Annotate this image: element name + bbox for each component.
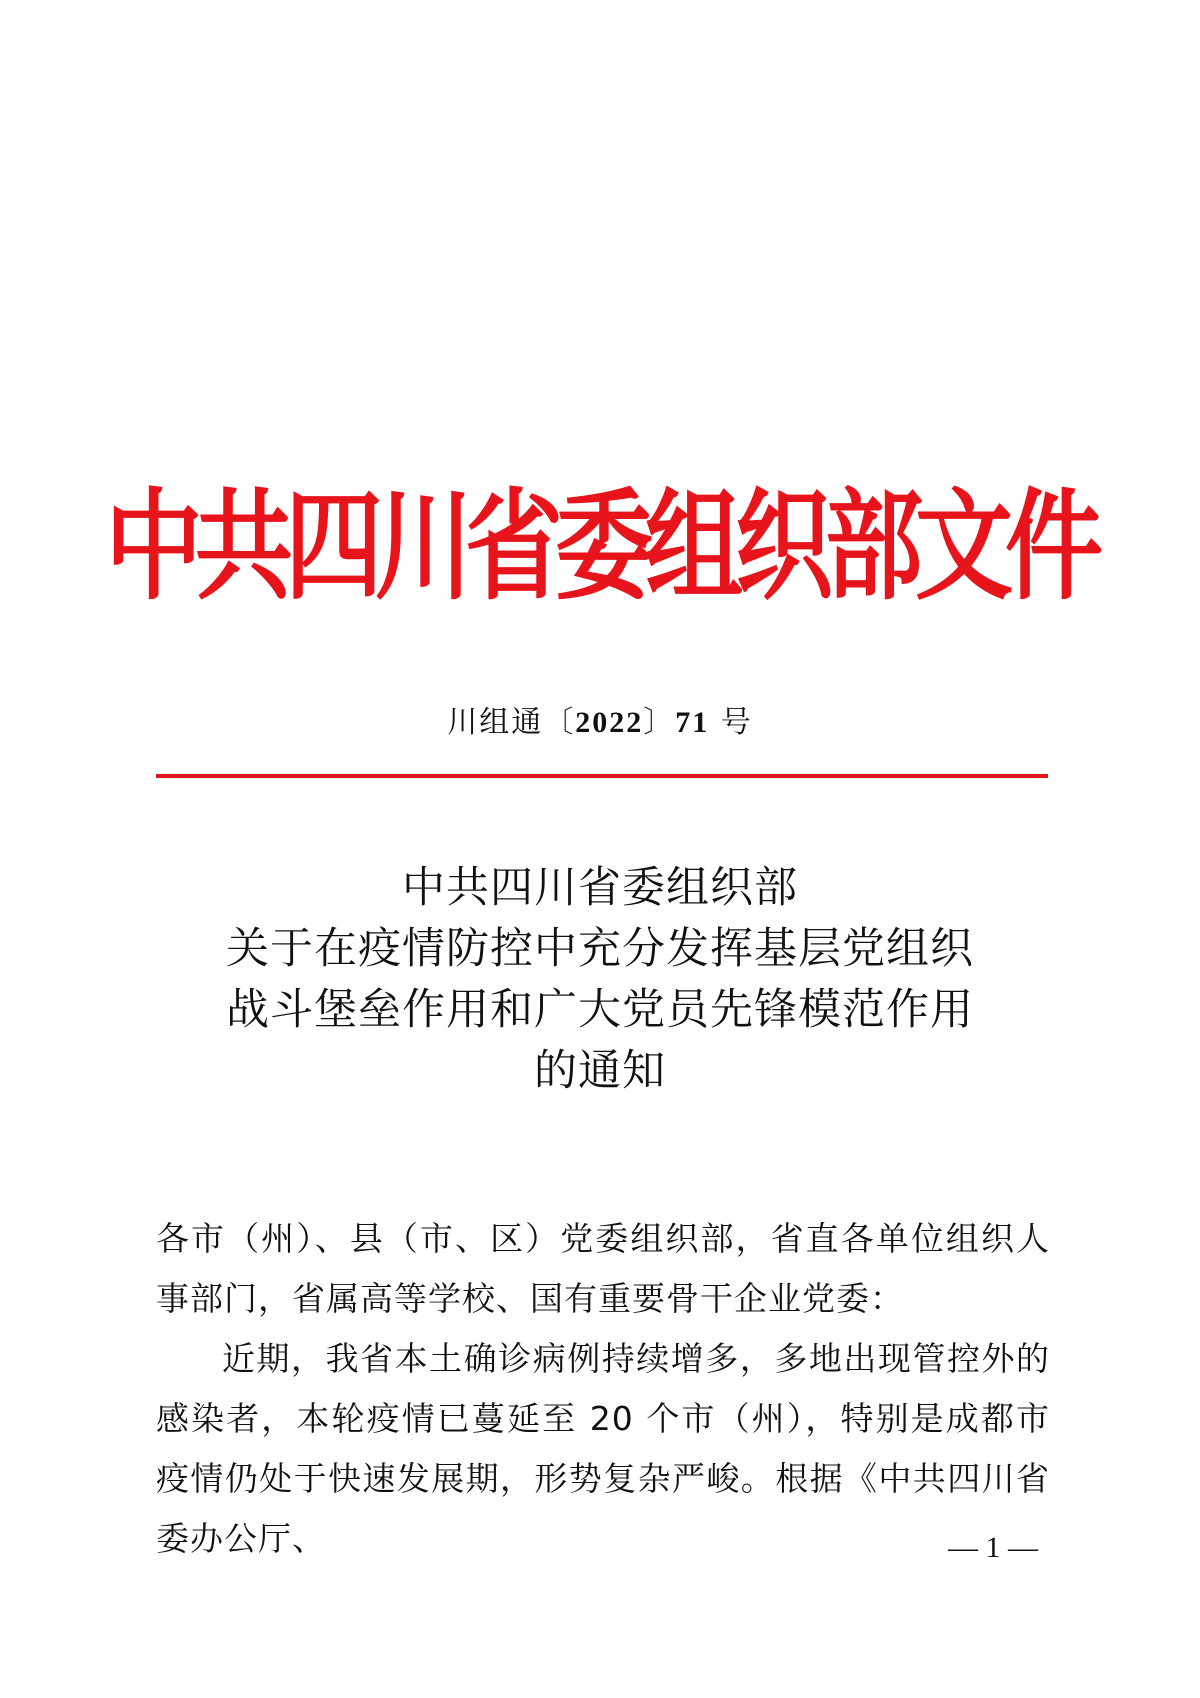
page-number: — 1 —	[948, 1531, 1038, 1564]
doc-number-prefix: 川组通〔	[447, 705, 576, 740]
document-title	[0, 858, 1200, 1102]
document-masthead: 中共四川省委组织部文件	[104, 477, 1095, 617]
document-body	[156, 1209, 1050, 1569]
title-line-2: 关于在疫情防控中充分发挥基层党组织	[226, 924, 974, 974]
red-separator-line	[156, 774, 1048, 778]
addressee-paragraph: 各市（州）、县（市、区）党委组织部，省直各单位组织人事部门，省属高等学校、国有重要骨干企业党委：	[156, 1219, 1050, 1318]
body-paragraph-1: 近期，我省本土确诊病例持续增多，多地出现管控外的感染者，本轮疫情已蔓延至 20 个市（州），特别是成都市疫情仍处于快速发展期，形势复杂严峻。根据《中共四川省委办公厅、	[156, 1339, 1050, 1558]
title-line-1: 中共四川省委组织部	[402, 863, 798, 913]
title-line-4: 的通知	[534, 1046, 666, 1096]
document-number	[0, 703, 1200, 743]
title-line-3: 战斗堡垒作用和广大党员先锋模范作用	[226, 985, 974, 1035]
doc-number-year: 2022	[575, 706, 644, 739]
doc-number-mid: 〕	[643, 705, 676, 740]
doc-number-suffix: 号	[709, 705, 753, 740]
doc-number-num: 71	[675, 706, 710, 739]
